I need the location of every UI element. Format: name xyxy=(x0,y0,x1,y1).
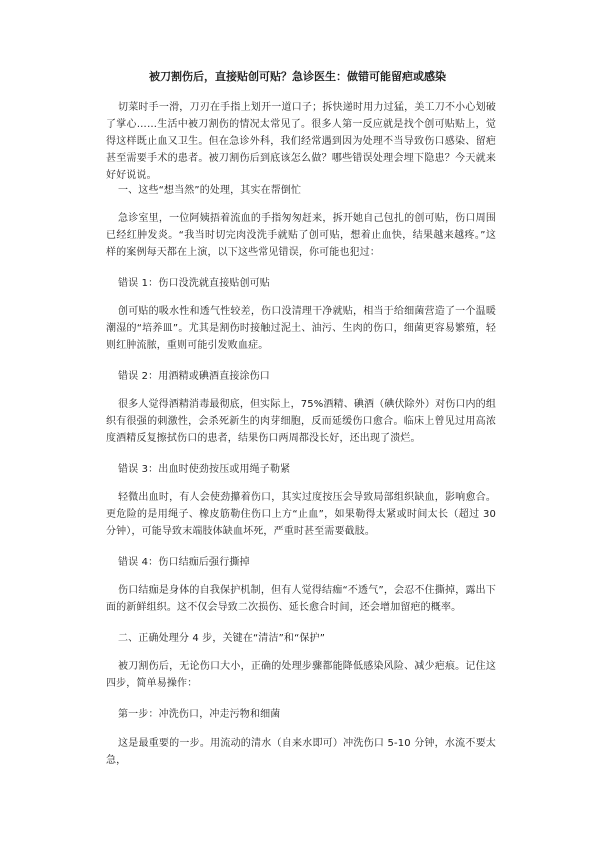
error-3-paragraph: 轻微出血时，有人会使劲攥着伤口，其实过度按压会导致局部组织缺血，影响愈合。更危险的是用绳子、橡皮筋勒住伤口上方“止血”，如果勒得太紧或时间太长（超过 30 分钟），可能导致末端肢体缺血坏死，严重时甚至需要截肢。 xyxy=(106,492,496,537)
error-1-paragraph: 创可贴的吸水性和透气性较差，伤口没清理干净就贴，相当于给细菌营造了一个温暖潮湿的“培养皿”。尤其是割伤时接触过泥土、油污、生肉的伤口，细菌更容易繁殖，轻则红肿流脓，重则可能引发败血症。 xyxy=(106,306,496,351)
article-title: 被刀割伤后，直接贴创可贴？急诊医生：做错可能留疤或感染 xyxy=(149,70,446,83)
section-1-heading: 一、这些“想当然”的处理，其实在帮倒忙 xyxy=(118,185,302,196)
error-1-heading: 错误 1：伤口没洗就直接贴创可贴 xyxy=(118,278,270,289)
section-2-heading: 二、正确处理分 4 步，关键在“清洁”和“保护” xyxy=(118,633,326,644)
error-3-heading: 错误 3：出血时使劲按压或用绳子勒紧 xyxy=(118,464,291,475)
intro-paragraph: 切菜时手一滑，刀刃在手指上划开一道口子；拆快递时用力过猛，美工刀不小心划破了掌心……生活中被刀割伤的情况太常见了。很多人第一反应就是找个创可贴贴上，觉得这样既止血又卫生。但在急诊外科，我们经常遇到因为处理不当导致伤口感染、留疤甚至需要手术的患者。被刀割伤后到底该怎么做？哪些错误处理会埋下隐患？今天就来好好说说。 xyxy=(106,102,496,181)
error-4-paragraph: 伤口结痂是身体的自我保护机制，但有人觉得结痂“不透气”，会忍不住撕掉，露出下面的新鲜组织。这不仅会导致二次损伤、延长愈合时间，还会增加留疤的概率。 xyxy=(106,585,496,613)
section-2-paragraph: 被刀割伤后，无论伤口大小，正确的处理步骤都能降低感染风险、减少疤痕。记住这四步，简单易操作： xyxy=(106,661,496,689)
error-2-heading: 错误 2：用酒精或碘酒直接涂伤口 xyxy=(118,371,270,382)
step-1-heading: 第一步：冲洗伤口，冲走污物和细菌 xyxy=(118,709,281,720)
section-1-paragraph: 急诊室里，一位阿姨捂着流血的手指匆匆赶来，拆开她自己包扎的创可贴，伤口周围已经红肿发炎。“我当时切完肉没洗手就贴了创可贴，想着止血快，结果越来越疼。”这样的案例每天都在上演，以下这些常见错误，你可能也犯过： xyxy=(106,213,496,258)
error-4-heading: 错误 4：伤口结痂后强行撕掉 xyxy=(118,557,250,568)
error-2-paragraph: 很多人觉得酒精消毒最彻底，但实际上，75%酒精、碘酒（碘伏除外）对伤口内的组织有很强的刺激性，会杀死新生的肉芽细胞，反而延缓伤口愈合。临床上曾见过用高浓度酒精反复擦拭伤口的患者，结果伤口两周都没长好，还出现了溃烂。 xyxy=(106,399,496,444)
step-1-paragraph: 这是最重要的一步。用流动的清水（自来水即可）冲洗伤口 5-10 分钟，水流不要太急， xyxy=(106,738,496,766)
